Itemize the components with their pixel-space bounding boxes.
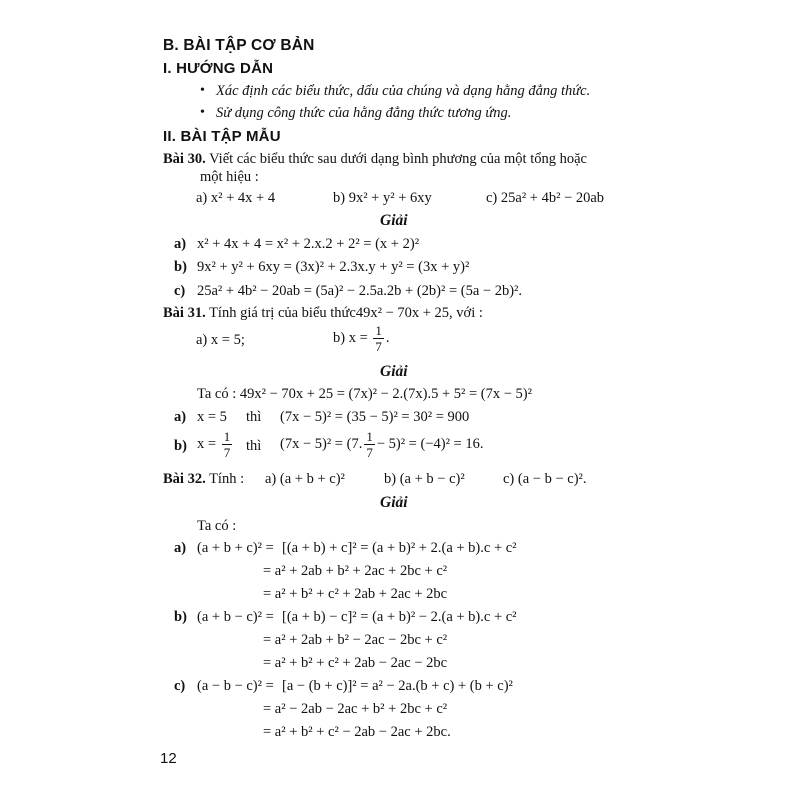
bai32-part-c-line2: = a² − 2ab − 2ac + b² + 2bc + c² [263, 701, 448, 717]
bai32-part-a-label: a) [174, 540, 187, 556]
bai31-sol-a-x: x = 5 [197, 409, 227, 425]
bai31-sol-b-text-2: − 5)² = (−4)² = 16. [376, 435, 484, 452]
guide-item-2: Sử dụng công thức của hằng đẳng thức tương ứng. [216, 105, 512, 121]
bullet-icon: • [200, 105, 205, 120]
bai30-prompt [163, 151, 587, 168]
fraction-numerator: 1 [223, 429, 231, 444]
fraction-denominator: 7 [223, 445, 231, 460]
bai31-intro: Ta có : 49x² − 70x + 25 = (7x)² − 2.(7x).5 + 5² = (7x − 5)² [197, 386, 532, 402]
bai32-part-b-lhs: (a + b − c)² = [197, 609, 274, 625]
section-title: B. BÀI TẬP CƠ BẢN [163, 37, 315, 54]
bai32-part-c-line1: [a − (b + c)]² = a² − 2a.(b + c) + (b + c)² [282, 678, 513, 694]
fraction-numerator: 1 [366, 429, 373, 444]
bai32-prompt [163, 471, 244, 488]
bai30-prompt-line2: một hiệu : [200, 169, 259, 185]
bai31-sol-b-label: b) [174, 438, 187, 454]
bai31-prompt-text: Tính giá trị của biểu thức49x² − 70x + 25, với : [209, 305, 483, 321]
bai32-part-c-line3: = a² + b² + c² − 2ab − 2ac + 2bc. [263, 724, 451, 740]
bai30-sol-a-label: a) [174, 236, 187, 252]
fraction [364, 430, 375, 459]
guide-item-1: Xác định các biểu thức, dấu của chúng và dạng hằng đẳng thức. [216, 83, 591, 99]
fraction-denominator: 7 [366, 445, 373, 460]
bai30-sol-c: 25a² + 4b² − 20ab = (5a)² − 2.5a.2b + (2b)² = (5a − 2b)². [197, 283, 523, 299]
bai32-intro: Ta có : [197, 518, 237, 534]
bai32-part-c-label: c) [174, 678, 186, 694]
bai32-part-b-label: b) [174, 609, 187, 625]
bai31-option-a: a) x = 5; [196, 332, 245, 348]
bai31-sol-b-text-1: (7x − 5)² = (7. [280, 435, 363, 452]
bai31-sol-b-x [197, 430, 234, 459]
bai32-part-b-line3: = a² + b² + c² + 2ab − 2ac − 2bc [263, 655, 448, 671]
bai30-sol-b: 9x² + y² + 6xy = (3x)² + 2.3x.y + y² = (3x + y)² [197, 259, 470, 275]
bai32-part-a-line2: = a² + 2ab + b² + 2ac + 2bc + c² [263, 563, 448, 579]
bai32-part-c-lhs: (a − b − c)² = [197, 678, 274, 694]
fraction-numerator: 1 [375, 323, 382, 338]
bai31-label: Bài 31. [163, 305, 206, 321]
bai30-option-a: a) x² + 4x + 4 [196, 190, 276, 206]
page-number: 12 [160, 750, 177, 767]
bai30-option-b: b) 9x² + y² + 6xy [333, 190, 432, 206]
bai30-option-c: c) 25a² + 4b² − 20ab [486, 190, 605, 206]
bai30-sol-c-label: c) [174, 283, 186, 299]
bai31-sol-b-text [280, 430, 483, 459]
bai32-option-b: b) (a + b − c)² [384, 471, 465, 487]
bai30-label: Bài 30. [163, 151, 206, 167]
bai32-part-a-line3: = a² + b² + c² + 2ab + 2ac + 2bc [263, 586, 448, 602]
fraction [222, 430, 233, 459]
bai32-part-a-lhs: (a + b + c)² = [197, 540, 274, 556]
bai31-sol-b-x-prefix: x = [197, 435, 217, 452]
bai31-option-b [333, 324, 390, 353]
solution-label: Giải [380, 363, 408, 380]
bai31-then: thì [246, 409, 262, 425]
bai31-then: thì [246, 438, 262, 454]
bai32-prompt-text: Tính : [209, 471, 245, 487]
bullet-icon: • [200, 83, 205, 98]
fraction [373, 324, 384, 353]
fraction-denominator: 7 [375, 339, 382, 354]
guide-heading: I. HƯỚNG DẪN [163, 60, 274, 77]
bai32-part-b-line1: [(a + b) − c]² = (a + b)² − 2.(a + b).c + c² [282, 609, 517, 625]
sample-heading: II. BÀI TẬP MẪU [163, 128, 281, 145]
bai32-option-a: a) (a + b + c)² [265, 471, 345, 487]
bai32-part-a-line1: [(a + b) + c]² = (a + b)² + 2.(a + b).c + c² [282, 540, 517, 556]
bai30-sol-a: x² + 4x + 4 = x² + 2.x.2 + 2² = (x + 2)² [197, 236, 420, 252]
bai31-sol-a-label: a) [174, 409, 187, 425]
bai31-option-b-prefix: b) x = [333, 329, 368, 346]
bai32-part-b-line2: = a² + 2ab + b² − 2ac − 2bc + c² [263, 632, 448, 648]
solution-label: Giải [380, 212, 408, 229]
bai32-label: Bài 32. [163, 471, 206, 487]
bai31-sol-a-text: (7x − 5)² = (35 − 5)² = 30² = 900 [280, 409, 470, 425]
bai31-option-b-suffix: . [385, 329, 390, 346]
bai30-sol-b-label: b) [174, 259, 187, 275]
solution-label: Giải [380, 494, 408, 511]
bai32-option-c: c) (a − b − c)². [503, 471, 587, 487]
bai30-prompt-line1: Viết các biểu thức sau dưới dạng bình phương của một tổng hoặc [209, 151, 587, 167]
bai31-prompt [163, 305, 483, 322]
